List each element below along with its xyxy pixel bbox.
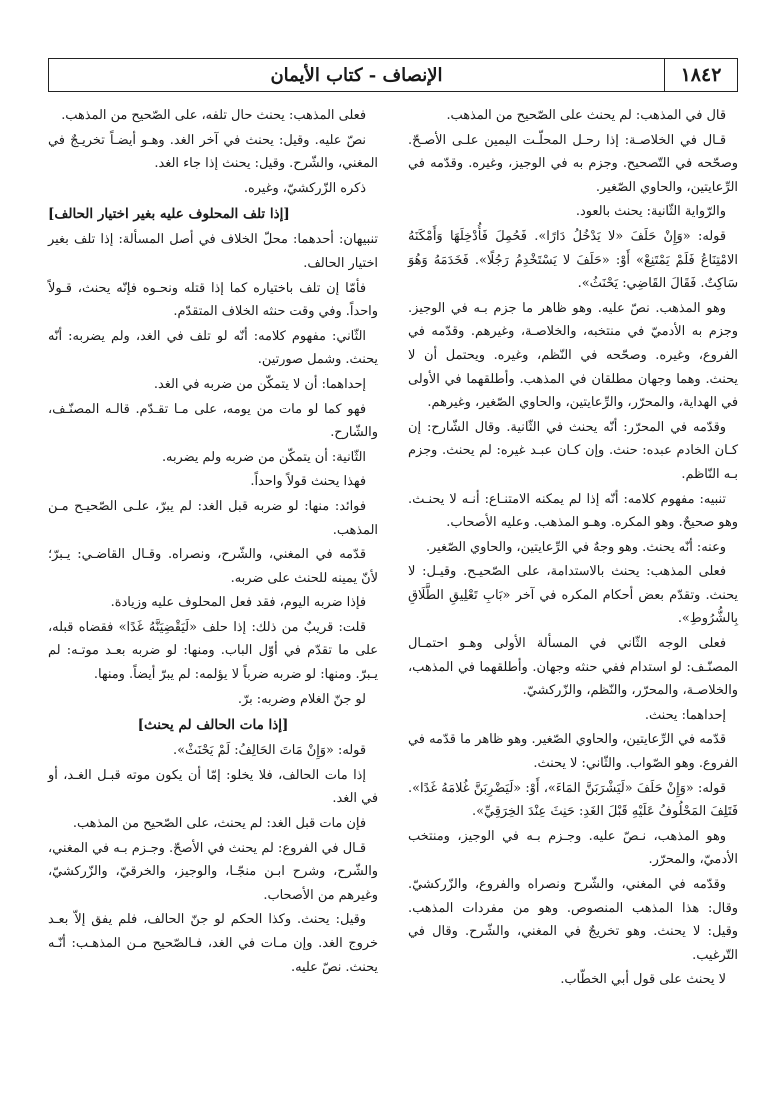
paragraph: فإن مات قبل الغد: لم يحنث، على الصّحيح من المذهب.: [72, 816, 366, 832]
paragraph: وقيل: يحنث. وكذا الحكم لو جنّ الحالف، فلم يفق إلاّ بعـد خروج الغد. وإن مـات في الغد، فـالصّحيح مـن المذهـب: أنّـه يحنث. نصّ عليه.: [48, 912, 378, 975]
paragraph: قدّمه في المغني، والشّرح، ونصراه. وقـال القاضـي: يـبرّ؛ لأنّ يمينه للحنث على ضربه.: [48, 547, 378, 586]
paragraph: قدّمه في الرِّعايتين، والحاوي الصّغير. وهو ظاهر ما قدّمه في الفروع. وهو الصّواب. والثّاني: لا يحنث.: [408, 732, 738, 772]
right-column: [408, 104, 738, 993]
paragraph: فعلى الوجه الثّاني في المسألة الأولى وهـو احتمـال المصنّـف: لو استدام ففي حنثه وجهان. وأطلقهما في المذهب، والخلاصـة، والمحرّر، والنّظم، والزّركشيّ.: [408, 636, 738, 699]
paragraph: تنبيه: مفهوم كلامه: أنّه إذا لم يمكنه الامتنـاع: أنـه لا يحنـث. وهو صحيحٌ. وهو المكره. وهـو المذهب. وعليه الأصحاب.: [408, 491, 738, 531]
section-heading: [إذا مات الحالف لم يحنث]: [137, 717, 289, 734]
paragraph: قلت: قريبٌ من ذلك: إذا حلف «لَيَقْضِيَنَّهُ غَدًا» فقضاه قبله، على ما تقدّم في أوّل الباب. ومنها: لو ضربه بعـد موتـه: لم يـبرّ. ومنها: لو ضربه ضرباً لا يؤلمه: لم يبرّ أيضاً. ومنها.: [48, 619, 378, 683]
paragraph: وهو المذهب. نصّ عليه. وهو ظاهر ما جزم بـه في الوجيز. وجزم به الأدميّ في منتخبه، والخلاصـة، وغيرهم. وقدّمه في الفروع، وغيره. وصحّحه في النّظم، وغيره. ويحتمل أن لا يحنث. وهما وجهان مطلقان في المذهب. وأطلقهما في الأولى في الهداية، والمحرّر، والرِّعايتين، والحاوي الصّغير، وغيرهم.: [408, 300, 738, 411]
paragraph: إحداهما: أن لا يتمكّن من ضربه في الغد.: [153, 376, 366, 392]
section-heading: [إذا تلف المحلوف عليه بغير اختيار الحالف]: [48, 206, 290, 223]
paragraph: والرّواية الثّانية: يحنث بالعود.: [575, 204, 726, 220]
paragraph: لا يحنث على قول أبي الخطّاب.: [560, 972, 726, 988]
paragraph: قوله: «وَإِنْ مَاتَ الحَالِفُ: لَمْ يَحْنَثْ».: [173, 743, 366, 759]
running-title: الإنصاف - كتاب الأيمان: [270, 64, 443, 86]
paragraph: فعلى المذهب: يحنث حال تلفه، على الصّحيح من المذهب.: [61, 108, 366, 123]
left-column: [48, 104, 378, 980]
paragraph: وعنه: أنّه يحنث. وهو وجهٌ في الرِّعايتين، والحاوي الصّغير.: [425, 539, 726, 555]
paragraph: الثّاني: مفهوم كلامه: أنّه لو تلف في الغد، ولم يضربه: أنّه يحنث. وشمل صورتين.: [48, 328, 378, 368]
page-header: [48, 58, 738, 92]
paragraph: إحداهما: يحنث.: [644, 707, 726, 723]
paragraph: فأمّا إن تلف باختياره كما إذا قتله ونحـوه فإنّه يحنث، قـولاً واحداً. وفي وقت حنثه الخلاف المتقدّم.: [48, 280, 378, 320]
paragraph: فإذا ضربه اليوم، فقد فعل المحلوف عليه وزيادة.: [110, 595, 366, 611]
paragraph: فهو كما لو مات من يومه، على مـا تقـدّم. قالـه المصنّـف، والشّارح.: [48, 401, 378, 441]
paragraph: وقدّمه في المحرّر: أنّه يحنث في الثّانية. وقال الشّارح: إن كـان الخادم عبده: حنث. وإن كـان عبـد غيره: لم يحنث. وجزم بـه النّاظم.: [408, 419, 738, 482]
paragraph: نصّ عليه. وقيل: يحنث في آخر الغد. وهـو أيضـاً تخريـجٌ في المغني، والشّرح. وقيل: يحنث إذا جاء الغد.: [48, 132, 378, 172]
paragraph: قـال في الخلاصـة: إذا رحـل المحلّـت اليمين علـى الأصـحّ. وصحّحه في التّصحيح. وجزم به في الوجيز، وغيره. وقدّمه في الرِّعايتين، والحاوي الصّغير.: [408, 132, 738, 195]
page-number: ١٨٤٢: [664, 59, 737, 91]
paragraph: قوله: «وَإِنْ حَلَفَ «لَيَشْرَبَنَّ المَاءَ»، أَوْ: «لَيَضْرِبَنَّ غُلامَهُ غَدًا». فَتَلِفَ المَحْلُوفُ عَلَيْهِ قَبْلَ الغَدِ: حَنِثَ عِنْدَ الخِرَقِيِّ».: [408, 780, 738, 820]
paragraph: إذا مات الحالف، فلا يخلو: إمّا أن يكون موته قبـل الغـد، أو في الغد.: [48, 767, 378, 807]
paragraph: قال في المذهب: لم يحنث على الصّحيح من المذهب.: [446, 108, 726, 123]
paragraph: فوائد: منها: لو ضربه قبل الغد: لم يبرّ، علـى الصّحيـح مـن المذهب.: [48, 498, 378, 538]
paragraph: تنبيهان: أحدهما: محلّ الخلاف في أصل المسألة: إذا تلف بغير اختيار الحالف.: [48, 232, 378, 271]
paragraph: لو جنّ الغلام وضربه: برّ.: [237, 691, 366, 707]
paragraph: فعلى المذهب: يحنث بالاستدامة، على الصّحيـح. وقيـل: لا يحنث. وتقدّم بعض أحكام المكره في آخر «بَابِ تَعْلِيقِ الطَّلَاقِ بِالشُّرُوطِ».: [408, 564, 738, 627]
paragraph: وقدّمه في المغني، والشّرح ونصراه والفروع، والزّركشيّ. وقال: هذا المذهب المنصوص. وهو من مفردات المذهب. وقيل: لا يحنث. وهو تخريجٌ في المغني، والشّرح. وقال في التّرغيب.: [408, 877, 738, 963]
paragraph: فهذا يحنث قولاً واحداً.: [250, 474, 366, 490]
paragraph: ذكره الزّركشيّ، وغيره.: [243, 180, 366, 196]
paragraph: قـال في الفروع: لم يحنث في الأصحّ. وجـزم بـه في المغني، والشّرح، وشرح ابـن منجّـا، والوجيز، والخرقيّ، والزّركشيّ، وغيرهم من الأصحاب.: [48, 840, 378, 903]
paragraph: قوله: «وَإِنْ حَلَفَ «لا يَدْخُلُ دَارًا». فَحُمِلَ فَأُدْخِلَهَا وَأَمْكَنَهُ الامْتِنَاعُ فَلَمْ يَمْتَنِعْ» أَوْ: «حَلَفَ لا يَسْتَخْدِمُ رَجُلًا». فَخَدَمَهُ وَهُوَ سَاكِتٌ. فَقَالَ القَاضِي: يَحْنَثُ».: [408, 228, 738, 292]
paragraph: الثّانية: أن يتمكّن من ضربه ولم يضربه.: [161, 449, 366, 465]
paragraph: وهو المذهب، نـصّ عليه. وجـزم بـه في الوجيز، ومنتخب الأدميّ، والمحرّر.: [408, 828, 738, 868]
